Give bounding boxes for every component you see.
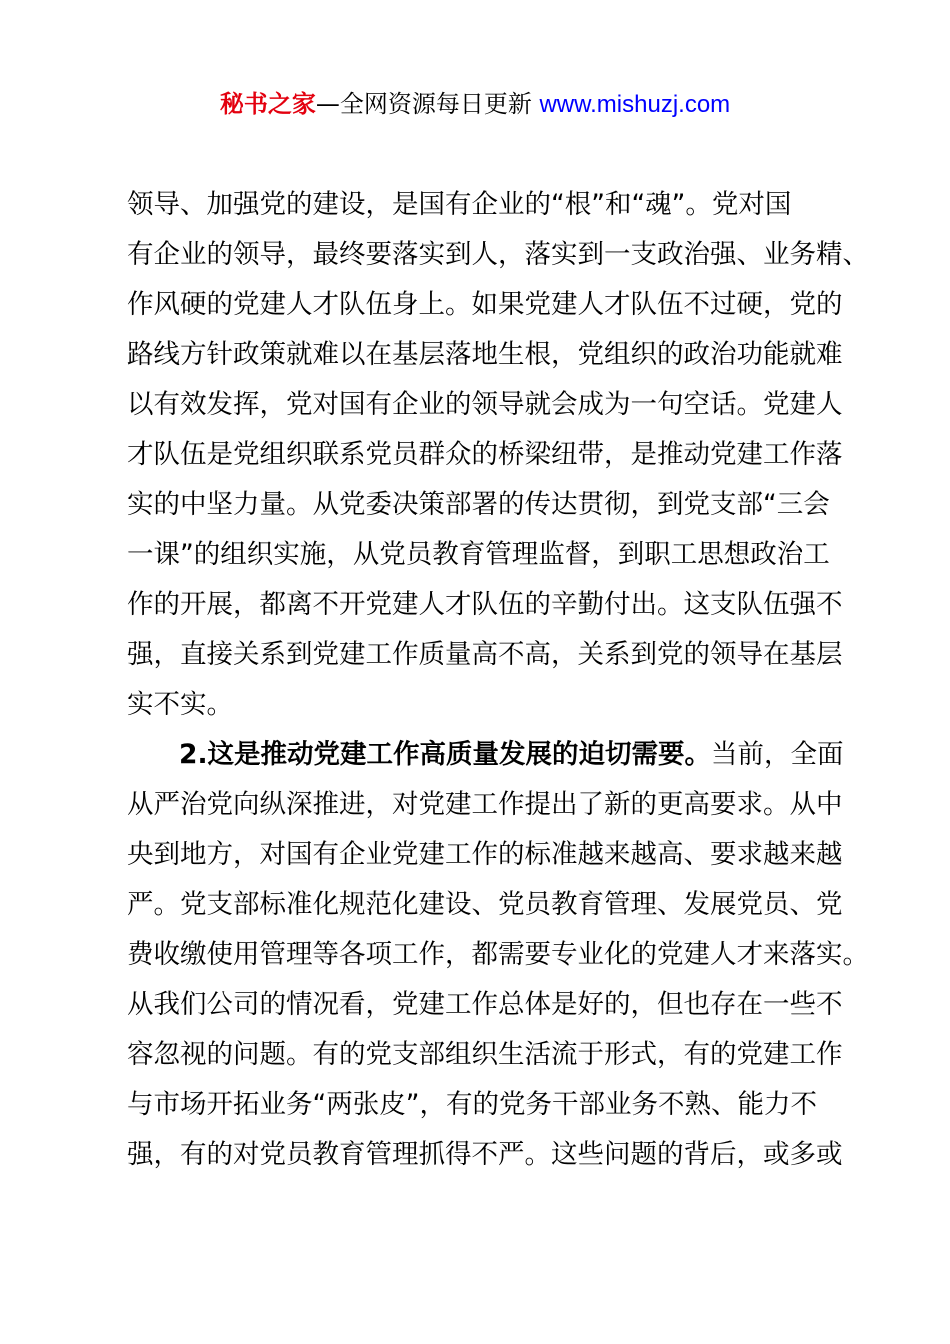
text-line: 作的开展，都离不开党建人才队伍的辛勤付出。这支队伍强不: [127, 589, 843, 620]
text-span: 当前，全面: [711, 739, 844, 770]
text-line: 以有效发挥，党对国有企业的领导就会成为一句空话。党建人: [127, 389, 843, 420]
text-line: 领导、加强党的建设，是国有企业的“根”和“魂”。党对国: [127, 189, 792, 220]
document-body: [127, 180, 869, 1180]
site-url-link[interactable]: www.mishuzj.com: [539, 91, 731, 118]
text-line: 实的中坚力量。从党委决策部署的传达贯彻，到党支部“三会: [127, 489, 830, 520]
text-line: 一课”的组织实施，从党员教育管理监督，到职工思想政治工: [127, 539, 830, 570]
text-line: 央到地方，对国有企业党建工作的标准越来越高、要求越来越: [127, 839, 843, 870]
text-line: 有企业的领导，最终要落实到人，落实到一支政治强、业务精、: [127, 239, 869, 270]
text-line: 才队伍是党组织联系党员群众的桥梁纽带，是推动党建工作落: [127, 439, 843, 470]
paragraph-1: [127, 180, 869, 730]
text-line: 强，有的对党员教育管理抓得不严。这些问题的背后，或多或: [127, 1139, 843, 1170]
text-line: 从我们公司的情况看，党建工作总体是好的，但也存在一些不: [127, 989, 843, 1020]
text-line: 容忽视的问题。有的党支部组织生活流于形式，有的党建工作: [127, 1039, 843, 1070]
page-header: [0, 88, 950, 121]
text-line: 严。党支部标准化规范化建设、党员教育管理、发展党员、党: [127, 889, 843, 920]
text-line: 与市场开拓业务“两张皮”，有的党务干部业务不熟、能力不: [127, 1089, 817, 1120]
brand-name: 秘书之家: [219, 90, 316, 118]
paragraph-2: [127, 730, 869, 1180]
header-tagline: —全网资源每日更新: [315, 90, 532, 118]
text-line: 作风硬的党建人才队伍身上。如果党建人才队伍不过硬，党的: [127, 289, 843, 320]
paragraph-2-first-line: [127, 730, 847, 780]
text-line: 实不实。: [127, 689, 233, 720]
text-line: 强，直接关系到党建工作质量高不高，关系到党的领导在基层: [127, 639, 843, 670]
text-line: 从严治党向纵深推进，对党建工作提出了新的更高要求。从中: [127, 789, 843, 820]
section-heading: 2.这是推动党建工作高质量发展的迫切需要。: [179, 739, 712, 770]
text-line: 费收缴使用管理等各项工作，都需要专业化的党建人才来落实。: [127, 939, 869, 970]
text-line: 路线方针政策就难以在基层落地生根，党组织的政治功能就难: [127, 339, 843, 370]
